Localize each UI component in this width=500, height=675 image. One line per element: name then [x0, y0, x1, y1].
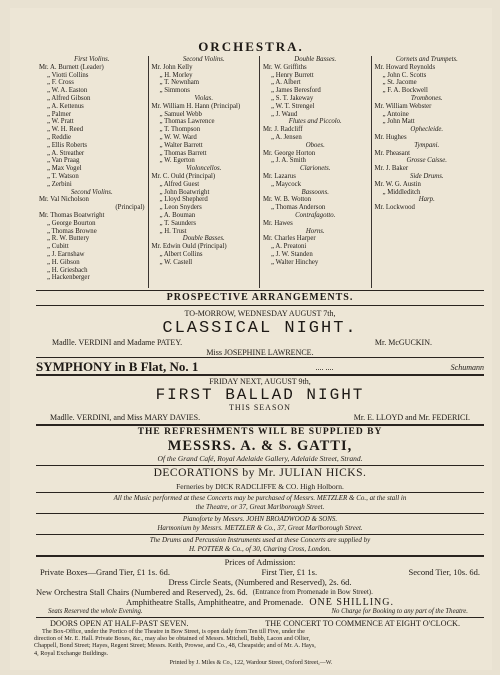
- musician-name: Mr. John Kelly: [151, 63, 193, 71]
- harmonium-line: Harmonium by Messrs. METZLER & Co., 37, Great Marlborough Street.: [157, 524, 363, 532]
- musician-name: „ F. Cross: [47, 79, 74, 87]
- musician-name: Mr. W. B. Wotton: [263, 196, 312, 204]
- one-shilling: ONE SHILLING.: [309, 597, 394, 608]
- box-office-line-2: direction of Mr. E. Hall. Private Boxes, &c., may also be obtained of Messrs. Mitchell, Bubb, Lacon and Ollier,: [34, 635, 311, 643]
- musician-name: „ W. T. Strengel: [271, 102, 315, 110]
- musician-name: „ Max Vogel: [47, 165, 82, 173]
- box-office-line-3: Chappell, Bond Street; Hayes, Regent Street; Messrs. Keith, Prowse, and Co., 48, Cheapside; and of Mr. A. Hays,: [34, 642, 316, 650]
- classical-artists-left: Madlle. VERDINI and Madame PATEY.: [52, 338, 183, 347]
- musician-name: „ W. A. Easton: [47, 87, 88, 95]
- musician-name: Mr. Pheasant: [374, 149, 410, 157]
- musician-name: „ H. Gibson: [47, 258, 80, 266]
- amphitheatre-line: [36, 597, 484, 608]
- gatti-address: Of the Grand Café, Royal Adelaide Gallery, Adelaide Street, Strand.: [157, 454, 363, 463]
- musician-name: Mr. William Webster: [374, 102, 432, 110]
- musician-name: „ J. W. Standen: [271, 250, 313, 258]
- divider: [36, 424, 484, 426]
- orchestra-column: [371, 56, 483, 288]
- musician-name: Mr. W. G. Austin: [374, 180, 421, 188]
- musician-name: Mr. A. Burnett (Leader): [39, 63, 104, 71]
- section-heading: Flutes and Piccolo.: [288, 118, 342, 126]
- musician-name: „ J. A. Smith: [271, 157, 306, 165]
- ballad-night-title: FIRST BALLAD NIGHT: [155, 386, 365, 404]
- section-heading: Bassoons.: [301, 188, 329, 196]
- musician-name: „ Ellis Roberts: [47, 141, 88, 149]
- musician-name: „ Alfred Guest: [159, 180, 200, 188]
- musician-name: Mr. Howard Reynolds: [374, 63, 436, 71]
- divider: [36, 492, 484, 493]
- refreshments-heading: THE REFRESHMENTS WILL BE SUPPLIED BY: [137, 427, 383, 437]
- section-heading: Violas.: [194, 94, 214, 102]
- musician-name: „ H. Trust: [159, 227, 187, 235]
- musician-name: „ Alfred Gibson: [47, 94, 91, 102]
- musician-name: „ John Matt: [382, 118, 415, 126]
- musician-name: „ St. Jacome: [382, 79, 417, 87]
- stall-chairs-line: [36, 587, 484, 597]
- musician-name: „ Leon Snyders: [159, 204, 202, 212]
- musician-name: „ John Boatwright: [159, 188, 210, 196]
- this-season: THIS SEASON: [229, 403, 291, 412]
- musician-name: Mr. Hughes: [374, 133, 407, 141]
- classical-artists-right: Mr. McGUCKIN.: [374, 338, 432, 347]
- musician-name: „ W. H. Reed: [47, 126, 84, 134]
- ballad-artists: [50, 413, 470, 422]
- section-heading: Second Violins.: [182, 56, 225, 63]
- divider: [36, 305, 484, 306]
- musician-name: „ Viotti Collins: [47, 71, 89, 79]
- musician-name: „ W. W. Ward: [159, 133, 197, 141]
- gatti-name: MESSRS. A. & S. GATTI,: [167, 438, 353, 454]
- musician-name: „ Thomas Anderson: [271, 204, 326, 212]
- pianoforte-line: Pianoforte by Messrs. JOHN BROADWOOD & SONS.: [182, 515, 338, 523]
- musician-name: Mr. Charles Harper: [263, 235, 316, 243]
- divider: [36, 513, 484, 514]
- orchestra-title: ORCHESTRA.: [198, 39, 304, 54]
- tomorrow-date: TO-MORROW, WEDNESDAY AUGUST 7th,: [184, 309, 336, 318]
- musician-name: (Principal): [115, 204, 145, 212]
- musician-name: „ A. Albert: [271, 79, 301, 87]
- no-charge-note: No Charge for Booking to any part of the Theatre.: [331, 608, 468, 615]
- musician-name: Mr. Val Nicholson: [39, 196, 89, 204]
- section-heading: Side Drums.: [409, 172, 444, 180]
- musician-name: „ T. Newnham: [159, 79, 200, 87]
- classical-night-title: CLASSICAL NIGHT.: [162, 319, 358, 338]
- orchestra-column: [259, 56, 371, 288]
- section-heading: Cornets and Trumpets.: [395, 56, 458, 63]
- musician-name: „ Cubitt: [47, 243, 69, 251]
- musician-name: „ Hackenberger: [47, 274, 90, 282]
- musician-name: „ Walter Hinchey: [271, 258, 319, 266]
- musician-name: „ A. Preatoni: [271, 243, 307, 251]
- symphony-title: SYMPHONY in B Flat, No. 1: [36, 359, 199, 374]
- ballad-artists-left: Madlle. VERDINI, and Miss MARY DAVIES.: [50, 413, 201, 422]
- section-heading: Trombones.: [410, 94, 443, 102]
- section-heading: Second Violins.: [70, 188, 113, 196]
- divider: [36, 357, 484, 358]
- booking-notes: [48, 608, 468, 615]
- musician-name: „ A. Jensen: [271, 133, 302, 141]
- musician-name: „ James Beresford: [271, 87, 321, 95]
- section-heading: Harp.: [418, 196, 435, 204]
- ballad-artists-right: Mr. E. LLOYD and Mr. FEDERICI.: [353, 413, 470, 422]
- musician-name: „ H. Griesbach: [47, 266, 88, 274]
- times-line: [50, 619, 460, 628]
- programme-page: [10, 8, 492, 670]
- musician-name: „ Thomas Barrett: [159, 149, 207, 157]
- musician-name: „ George Bourton: [47, 219, 96, 227]
- second-tier-price: Second Tier, 10s. 6d.: [408, 567, 480, 577]
- musician-name: „ A. Kettenus: [47, 102, 84, 110]
- musician-name: „ Lloyd Shepherd: [159, 196, 208, 204]
- stall-chairs-entrance: (Entrance from Promenade in Bow Street).: [252, 588, 373, 596]
- section-heading: Double Basses.: [294, 56, 337, 63]
- prices-title: Prices of Admission:: [224, 557, 296, 567]
- stall-chairs-price: New Orchestra Stall Chairs (Numbered and Reserved), 2s. 6d.: [36, 587, 248, 597]
- dress-circle-price: Dress Circle Seats, (Numbered and Reserved), 2s. 6d.: [168, 577, 352, 587]
- musician-name: „ R. W. Buttery: [47, 235, 90, 243]
- orchestra-column: [148, 56, 260, 288]
- musician-name: „ Simmons: [159, 87, 190, 95]
- musician-name: „ Palmer: [47, 110, 71, 118]
- musician-name: Mr. William H. Hann (Principal): [151, 102, 241, 110]
- private-boxes-price: Private Boxes—Grand Tier, £1 1s. 6d.: [40, 567, 170, 577]
- section-heading: Clarionets.: [300, 165, 331, 173]
- box-office-paragraph: [34, 628, 486, 657]
- amphitheatre-price: Amphitheatre Stalls, Amphitheatre, and Promenade.: [126, 597, 304, 607]
- musician-name: „ Antoine: [382, 110, 409, 118]
- section-heading: First Violins.: [74, 56, 110, 63]
- music-note-2: the Theatre, or 37, Great Marlborough Street.: [195, 503, 325, 511]
- musician-name: „ Thomas Lawrence: [159, 118, 215, 126]
- musician-name: „ Samuel Webb: [159, 110, 202, 118]
- section-heading: Horns.: [305, 227, 325, 235]
- classical-artists: [52, 338, 432, 347]
- musician-name: „ Zerbini: [47, 180, 72, 188]
- musician-name: Mr. Lazarus: [263, 172, 296, 180]
- musician-name: „ W. Pratt: [47, 118, 74, 126]
- musician-name: „ Thomas Browne: [47, 227, 97, 235]
- box-office-line-4: 4, Royal Exchange Buildings.: [34, 649, 109, 657]
- musician-name: „ John C. Scotts: [382, 71, 427, 79]
- divider: [36, 617, 484, 618]
- orchestra-column: [36, 56, 148, 288]
- symphony-line: [36, 359, 484, 375]
- musician-name: „ T. Watson: [47, 172, 79, 180]
- symphony-dots: .... ....: [315, 363, 334, 372]
- section-heading: Double Basses.: [182, 235, 225, 243]
- friday-date: FRIDAY NEXT, AUGUST 9th,: [209, 377, 311, 386]
- musician-name: „ Reddie: [47, 133, 71, 141]
- music-note-1: All the Music performed at these Concerts may be purchased of Messrs. METZLER & Co., at the stall in: [113, 494, 407, 502]
- seats-reserved-note: Seats Reserved the whole Evening.: [48, 608, 143, 615]
- musician-name: „ Albert Collins: [159, 250, 203, 258]
- musician-name: „ W. Egerton: [159, 157, 195, 165]
- musician-name: Mr. George Horton: [263, 149, 316, 157]
- musician-name: „ A. Streather: [47, 149, 85, 157]
- musician-name: „ H. Morley: [159, 71, 193, 79]
- musician-name: „ Van Praag: [47, 157, 80, 165]
- section-heading: Ophecleide.: [410, 126, 444, 134]
- musician-name: Mr. C. Ould (Principal): [151, 172, 216, 180]
- musician-name: „ J. Earnshaw: [47, 250, 85, 258]
- section-heading: Tympani.: [414, 141, 440, 149]
- divider: [36, 374, 484, 376]
- musician-name: „ J. Waud: [271, 110, 298, 118]
- doors-open: DOORS OPEN AT HALF-PAST SEVEN.: [50, 619, 189, 628]
- section-heading: Violoncellos.: [186, 165, 222, 173]
- decorations-line: DECORATIONS by Mr. JULIAN HICKS.: [153, 467, 367, 479]
- printer-imprint: Printed by J. Miles & Co., 122, Wardour Street, Oxford Street,—W.: [169, 660, 333, 666]
- musician-name: Mr. W. Griffiths: [263, 63, 307, 71]
- symphony-composer: Schumann: [450, 363, 484, 372]
- divider: [36, 290, 484, 291]
- musician-name: „ Walter Barrett: [159, 141, 203, 149]
- box-office-line-1: The Box-Office, under the Portico of the Theatre in Bow Street, is open daily from Ten till Five, under the: [42, 628, 305, 635]
- section-heading: Contrafagotto.: [295, 211, 336, 219]
- musician-name: „ Maycock: [271, 180, 302, 188]
- divider: [36, 465, 484, 466]
- ferneries-line: Ferneries by DICK RADCLIFFE & CO. High Holborn.: [176, 482, 344, 491]
- musician-name: „ F. A. Bockwell: [382, 87, 428, 95]
- first-tier-price: First Tier, £1 1s.: [261, 567, 318, 577]
- prospective-heading: PROSPECTIVE ARRANGEMENTS.: [166, 292, 354, 303]
- musician-name: Mr. Edwin Ould (Principal): [151, 243, 227, 251]
- musician-name: „ Middleditch: [382, 188, 421, 196]
- drums-note-2: H. POTTER & Co., of 30, Charing Cross, London.: [188, 545, 332, 553]
- orchestra-roster: [36, 56, 482, 288]
- divider: [36, 534, 484, 535]
- musician-name: „ T. Thompson: [159, 126, 201, 134]
- section-heading: Oboes.: [305, 141, 325, 149]
- musician-name: „ W. Castell: [159, 258, 193, 266]
- musician-name: „ A. Bouman: [159, 211, 196, 219]
- section-heading: Grosse Caisse.: [406, 157, 448, 165]
- classical-miss: Miss JOSEPHINE LAWRENCE.: [206, 348, 314, 357]
- musician-name: Mr. J. Baker: [374, 165, 409, 173]
- concert-commence: THE CONCERT TO COMMENCE AT EIGHT O'CLOCK.: [265, 619, 460, 628]
- boxes-prices: [40, 567, 480, 577]
- musician-name: Mr. Lockwood: [374, 204, 415, 212]
- drums-note-1: The Drums and Percussion Instruments used at these Concerts are supplied by: [149, 536, 371, 544]
- musician-name: Mr. Hawes: [263, 219, 293, 227]
- musician-name: „ Henry Burrett: [271, 71, 314, 79]
- musician-name: Mr. J. Radcliff: [263, 126, 303, 134]
- musician-name: Mr. Thomas Boatwright: [39, 211, 105, 219]
- musician-name: „ T. Saunders: [159, 219, 197, 227]
- musician-name: „ S. T. Jakeway: [271, 94, 314, 102]
